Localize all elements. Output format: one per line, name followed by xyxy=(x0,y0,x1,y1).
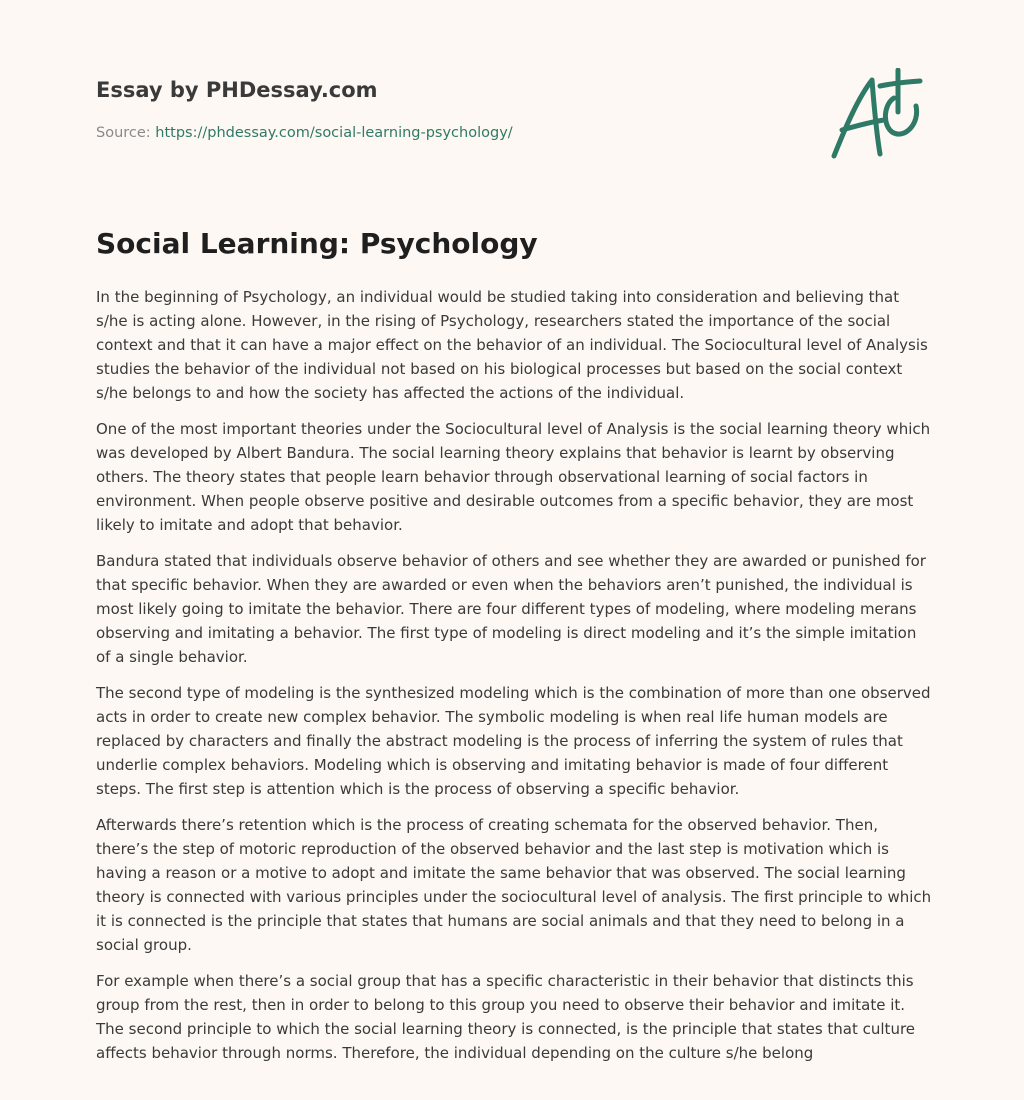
essay-title: Social Learning: Psychology xyxy=(96,227,538,260)
a-plus-logo-icon xyxy=(824,68,928,164)
a-plus-logo xyxy=(824,68,928,164)
source-line xyxy=(96,123,513,143)
essay-body xyxy=(96,285,932,1077)
essay-paragraph: The second type of modeling is the synthesized modeling which is the combination of more than one observed acts in order to create new complex behavior. The symbolic modeling is when real life human models are replaced by characters and finally the abstract modeling is the process of inferring the system of rules that underlie complex behaviors. Modeling which is observing and imitating behavior is made of four different steps. The first step is attention which is the process of observing a specific behavior. xyxy=(96,684,931,798)
essay-paragraph: For example when there’s a social group that has a specific characteristic in their behavior that distincts this group from the rest, then in order to belong to this group you need to observe their behavior and imitate it. The second principle to which the social learning theory is connected, is the principle that states that culture affects behavior through norms. Therefore, the individual depending on the culture s/he belong xyxy=(96,972,916,1062)
page-header xyxy=(96,76,928,176)
essay-paragraph: In the beginning of Psychology, an individual would be studied taking into consideration and believing that s/he is acting alone. However, in the rising of Psychology, researchers stated the importance of the social context and that it can have a major effect on the behavior of an individual. The Sociocultural level of Analysis studies the behavior of the individual not based on his biological processes but based on the social context s/he belongs to and how the society has affected the actions of the individual. xyxy=(96,288,928,402)
source-label: Source: xyxy=(96,125,151,141)
source-link[interactable]: https://phdessay.com/social-learning-psychology/ xyxy=(155,125,513,141)
site-title: Essay by PHDessay.com xyxy=(96,78,378,102)
essay-paragraph: One of the most important theories under the Sociocultural level of Analysis is the social learning theory which was developed by Albert Bandura. The social learning theory explains that behavior is learnt by observing others. The theory states that people learn behavior through observational learning of social factors in environment. When people observe positive and desirable outcomes from a specific behavior, they are most likely to imitate and adopt that behavior. xyxy=(96,420,931,534)
essay-paragraph: Bandura stated that individuals observe behavior of others and see whether they are awarded or punished for that specific behavior. When they are awarded or even when the behaviors aren’t punished, the individual is most likely going to imitate the behavior. There are four different types of modeling, where modeling merans observing and imitating a behavior. The first type of modeling is direct modeling and it’s the simple imitation of a single behavior. xyxy=(96,552,926,666)
essay-paragraph: Afterwards there’s retention which is the process of creating schemata for the observed behavior. Then, there’s the step of motoric reproduction of the observed behavior and the last step is motivation which is having a reason or a motive to adopt and imitate the same behavior that was observed. The social learning theory is connected with various principles under the sociocultural level of analysis. The first principle to which it is connected is the principle that states that humans are social animals and that they need to belong in a social group. xyxy=(96,816,932,954)
